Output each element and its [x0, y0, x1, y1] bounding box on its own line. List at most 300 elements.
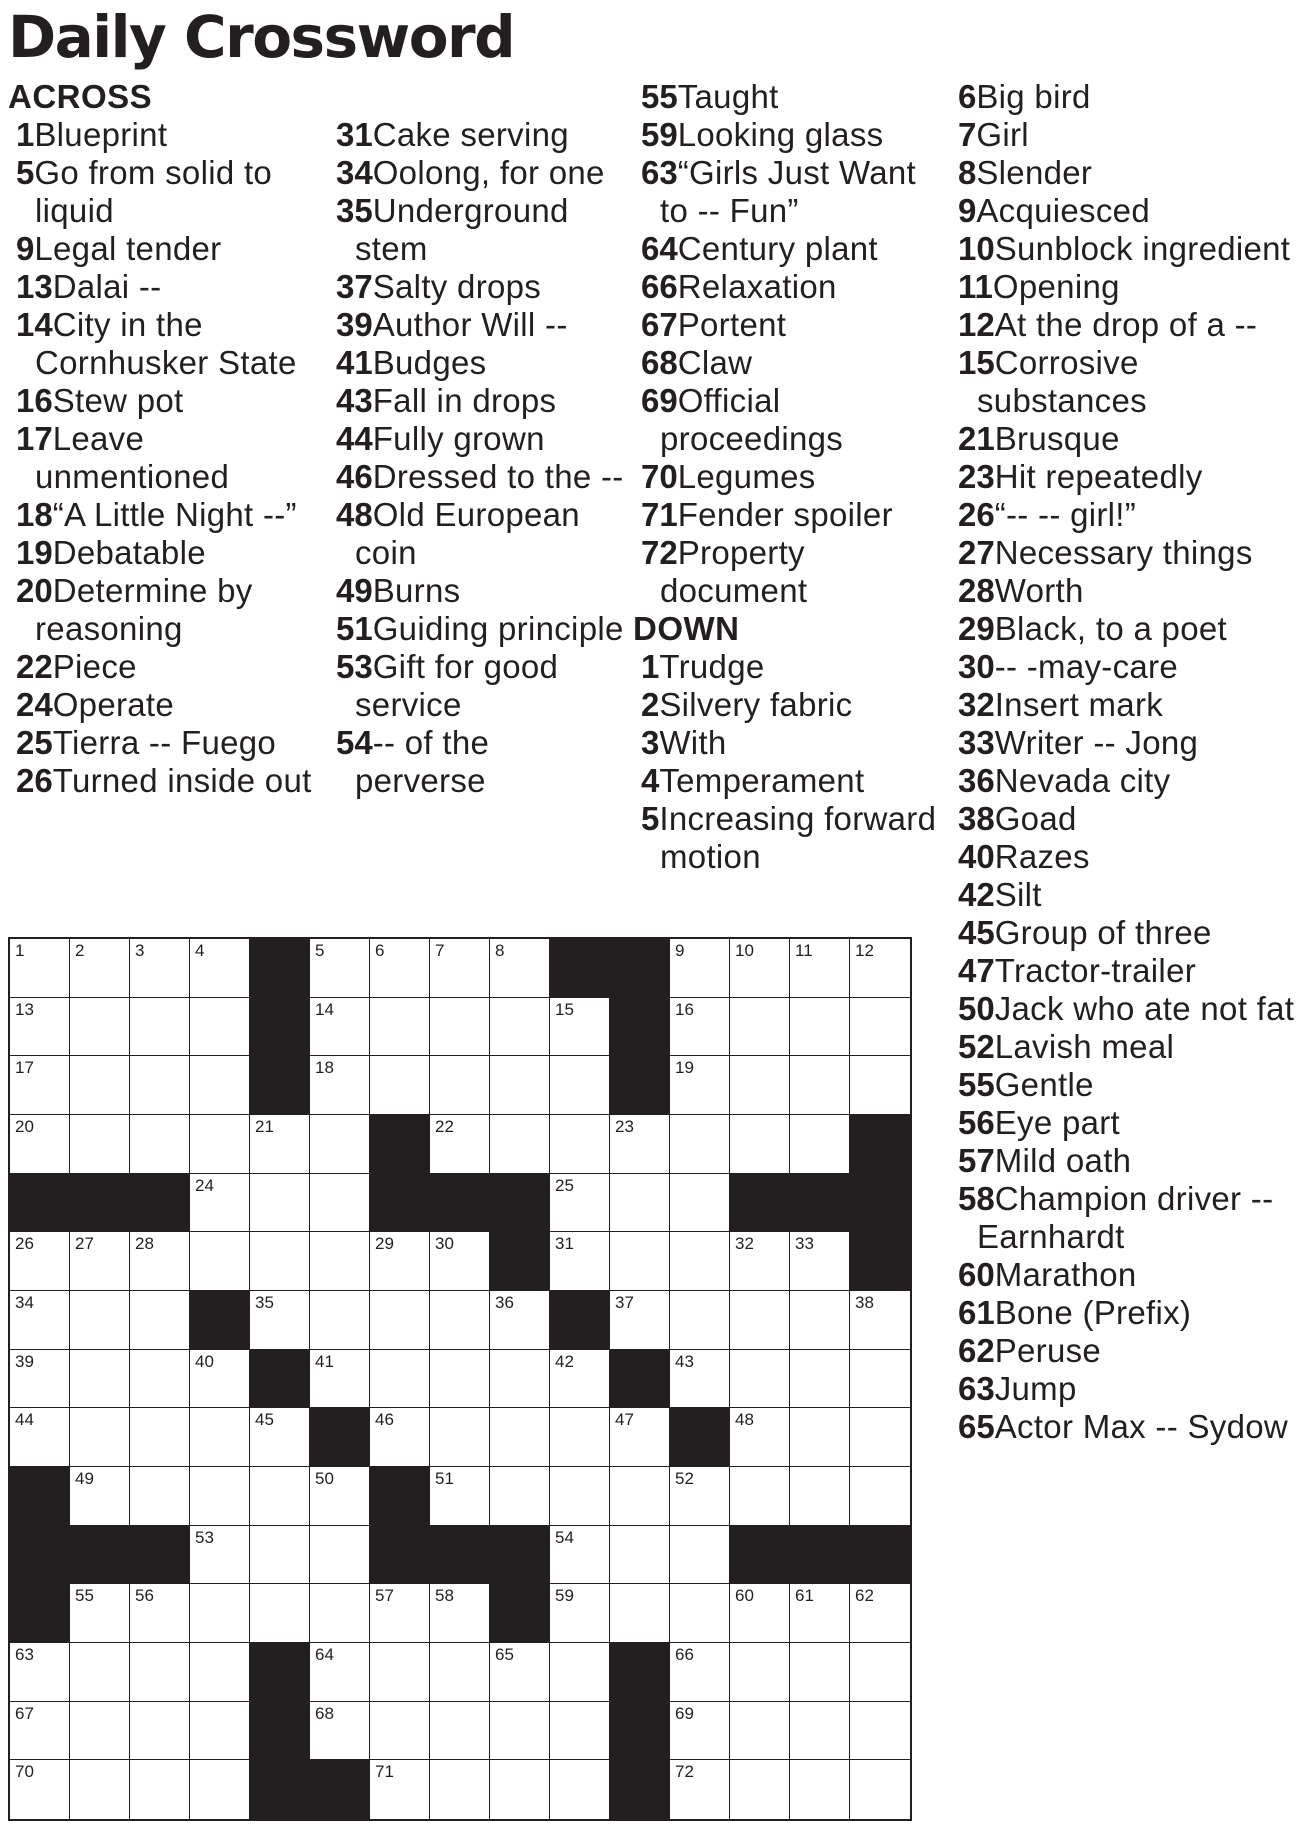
grid-cell[interactable] — [370, 1056, 430, 1115]
across-clue[interactable] — [8, 382, 323, 420]
down-clue[interactable] — [633, 724, 945, 762]
grid-cell[interactable] — [610, 1467, 670, 1526]
grid-cell[interactable] — [490, 1467, 550, 1526]
across-clue[interactable] — [8, 762, 323, 800]
down-clue[interactable] — [950, 990, 1315, 1028]
across-clue[interactable] — [8, 230, 323, 268]
across-clue[interactable] — [328, 192, 628, 268]
grid-cell[interactable] — [790, 1408, 850, 1467]
across-clue[interactable] — [8, 496, 323, 534]
cell-number: 16 — [675, 999, 694, 1019]
down-clue[interactable] — [950, 1142, 1315, 1180]
grid-cell[interactable] — [850, 1350, 910, 1409]
down-clue[interactable] — [633, 648, 945, 686]
grid-cell[interactable] — [70, 1467, 130, 1526]
grid-cell[interactable] — [550, 1115, 610, 1174]
down-clue[interactable] — [950, 1104, 1315, 1142]
cell-number: 20 — [15, 1117, 34, 1136]
grid-cell[interactable] — [130, 998, 190, 1057]
cell-number: 39 — [15, 1351, 34, 1371]
black-square — [550, 1291, 610, 1350]
down-clue[interactable] — [950, 1028, 1315, 1066]
grid-cell[interactable] — [70, 998, 130, 1057]
grid-cell[interactable] — [310, 1232, 370, 1291]
grid-cell[interactable] — [190, 1056, 250, 1115]
down-clue[interactable] — [950, 838, 1315, 876]
grid-cell[interactable] — [730, 1643, 790, 1702]
grid-cell[interactable] — [430, 1056, 490, 1115]
grid-cell[interactable] — [550, 1232, 610, 1291]
down-clue[interactable] — [950, 686, 1315, 724]
grid-cell[interactable] — [370, 1350, 430, 1409]
clue-text: Jump — [994, 1370, 1077, 1407]
grid-cell[interactable] — [550, 998, 610, 1057]
clue-number: 38 — [958, 800, 995, 837]
grid-cell[interactable] — [130, 1350, 190, 1409]
grid-cell[interactable] — [430, 1232, 490, 1291]
grid-cell[interactable] — [430, 939, 490, 998]
grid-cell[interactable] — [610, 1584, 670, 1643]
grid-cell[interactable] — [130, 1584, 190, 1643]
down-clue[interactable] — [950, 952, 1315, 990]
grid-cell[interactable] — [190, 1702, 250, 1761]
grid-cell[interactable] — [730, 939, 790, 998]
clue-number: 69 — [641, 382, 678, 419]
down-clue[interactable] — [950, 1180, 1315, 1256]
grid-cell[interactable] — [430, 1115, 490, 1174]
grid-cell[interactable] — [790, 1643, 850, 1702]
down-clue[interactable] — [950, 914, 1315, 952]
grid-cell[interactable] — [10, 1760, 70, 1819]
grid-cell[interactable] — [730, 1056, 790, 1115]
clue-number: 5 — [641, 800, 660, 837]
grid-cell[interactable] — [550, 1174, 610, 1233]
across-clue[interactable] — [633, 78, 945, 116]
clue-text: Stew pot — [52, 382, 184, 419]
grid-cell[interactable] — [190, 1115, 250, 1174]
grid-cell[interactable] — [850, 939, 910, 998]
across-clue[interactable] — [328, 572, 628, 610]
grid-cell[interactable] — [250, 1291, 310, 1350]
grid-cell[interactable] — [790, 1702, 850, 1761]
across-clue[interactable] — [633, 344, 945, 382]
grid-cell[interactable] — [130, 1643, 190, 1702]
grid-cell[interactable] — [550, 1350, 610, 1409]
grid-cell[interactable] — [610, 1408, 670, 1467]
clue-text: “A Little Night --” — [52, 496, 297, 533]
grid-cell[interactable] — [70, 1760, 130, 1819]
grid-cell[interactable] — [610, 1291, 670, 1350]
clue-text: Taught — [677, 78, 779, 115]
grid-cell[interactable] — [190, 939, 250, 998]
grid-cell[interactable] — [310, 998, 370, 1057]
grid-cell[interactable] — [850, 1056, 910, 1115]
cell-number: 70 — [15, 1762, 34, 1782]
grid-cell[interactable] — [430, 1408, 490, 1467]
across-clue[interactable] — [8, 648, 323, 686]
grid-cell[interactable] — [550, 1702, 610, 1761]
grid-cell[interactable] — [490, 998, 550, 1057]
clue-number: 24 — [16, 686, 53, 723]
cell-number: 7 — [435, 941, 445, 960]
down-clue[interactable] — [633, 762, 945, 800]
grid-cell[interactable] — [370, 1760, 430, 1819]
cell-number: 57 — [375, 1586, 394, 1606]
grid-cell[interactable] — [670, 1643, 730, 1702]
grid-cell[interactable] — [70, 939, 130, 998]
grid-cell[interactable] — [730, 1702, 790, 1761]
down-clue[interactable] — [950, 610, 1315, 648]
grid-cell[interactable] — [70, 1350, 130, 1409]
grid-cell[interactable] — [130, 1291, 190, 1350]
grid-cell[interactable] — [190, 1174, 250, 1233]
grid-cell[interactable] — [370, 1408, 430, 1467]
down-clue[interactable] — [950, 116, 1315, 154]
grid-cell[interactable] — [430, 1350, 490, 1409]
down-clue[interactable] — [950, 344, 1315, 420]
grid-cell[interactable] — [130, 1760, 190, 1819]
across-clue[interactable] — [8, 306, 323, 382]
grid-cell[interactable] — [430, 1467, 490, 1526]
grid-cell[interactable] — [610, 1232, 670, 1291]
grid-cell[interactable] — [130, 1056, 190, 1115]
grid-cell[interactable] — [670, 1291, 730, 1350]
down-clue[interactable] — [950, 192, 1315, 230]
across-clue[interactable] — [328, 648, 628, 724]
grid-cell[interactable] — [70, 1584, 130, 1643]
down-clue[interactable] — [950, 1066, 1315, 1104]
across-clue[interactable] — [328, 344, 628, 382]
cell-number: 4 — [195, 941, 205, 960]
grid-cell[interactable] — [670, 1174, 730, 1233]
grid-cell[interactable] — [70, 1643, 130, 1702]
grid-cell[interactable] — [850, 1291, 910, 1350]
grid-cell[interactable] — [730, 1467, 790, 1526]
clue-text: With — [659, 724, 727, 761]
across-clue[interactable] — [633, 382, 945, 458]
down-clue[interactable] — [950, 1408, 1315, 1446]
grid-cell[interactable] — [490, 1702, 550, 1761]
grid-cell[interactable] — [250, 1584, 310, 1643]
grid-cell[interactable] — [430, 1643, 490, 1702]
across-clue[interactable] — [328, 382, 628, 420]
grid-cell[interactable] — [370, 939, 430, 998]
across-clue[interactable] — [633, 116, 945, 154]
grid-cell[interactable] — [850, 1408, 910, 1467]
grid-cell[interactable] — [490, 1643, 550, 1702]
grid-cell[interactable] — [70, 1232, 130, 1291]
down-clue[interactable] — [950, 1332, 1315, 1370]
clue-text: At the drop of a -- — [994, 306, 1258, 343]
across-clue[interactable] — [633, 458, 945, 496]
grid-cell[interactable] — [730, 998, 790, 1057]
grid-cell[interactable] — [310, 1702, 370, 1761]
grid-cell[interactable] — [70, 1056, 130, 1115]
across-clue[interactable] — [633, 306, 945, 344]
cell-number: 18 — [315, 1058, 334, 1078]
grid-cell[interactable] — [790, 1291, 850, 1350]
cell-number: 31 — [555, 1234, 574, 1254]
clue-text: City in the Cornhusker State — [35, 306, 297, 381]
grid-cell[interactable] — [430, 1584, 490, 1643]
grid-cell[interactable] — [70, 1291, 130, 1350]
across-clue[interactable] — [633, 154, 945, 230]
grid-cell[interactable] — [190, 1408, 250, 1467]
grid-cell[interactable] — [850, 1584, 910, 1643]
down-clue[interactable] — [950, 230, 1315, 268]
grid-cell[interactable] — [550, 1408, 610, 1467]
grid-cell[interactable] — [250, 1467, 310, 1526]
clue-number: 32 — [958, 686, 995, 723]
grid-cell[interactable] — [670, 1584, 730, 1643]
grid-cell[interactable] — [310, 1526, 370, 1585]
grid-cell[interactable] — [790, 1350, 850, 1409]
cell-number: 48 — [735, 1410, 754, 1430]
grid-cell[interactable] — [850, 1702, 910, 1761]
grid-cell[interactable] — [310, 1643, 370, 1702]
down-clue[interactable] — [950, 458, 1315, 496]
down-clue[interactable] — [950, 1370, 1315, 1408]
grid-cell[interactable] — [310, 1174, 370, 1233]
black-square — [10, 1174, 70, 1233]
grid-cell[interactable] — [250, 1174, 310, 1233]
grid-cell[interactable] — [190, 1584, 250, 1643]
grid-cell[interactable] — [190, 1350, 250, 1409]
grid-cell[interactable] — [670, 1526, 730, 1585]
clue-number: 21 — [958, 420, 995, 457]
clue-text: Blueprint — [34, 116, 168, 153]
down-clue[interactable] — [950, 1294, 1315, 1332]
across-clue[interactable] — [8, 268, 323, 306]
grid-cell[interactable] — [790, 1760, 850, 1819]
grid-cell[interactable] — [370, 1291, 430, 1350]
grid-cell[interactable] — [490, 1056, 550, 1115]
grid-cell[interactable] — [490, 1408, 550, 1467]
grid-cell[interactable] — [490, 1115, 550, 1174]
down-clue[interactable] — [950, 306, 1315, 344]
grid-cell[interactable] — [10, 939, 70, 998]
clue-text: Big bird — [976, 78, 1091, 115]
grid-cell[interactable] — [310, 1056, 370, 1115]
across-clue[interactable] — [328, 458, 628, 496]
down-clue[interactable] — [633, 686, 945, 724]
down-clue[interactable] — [633, 800, 945, 876]
grid-cell[interactable] — [190, 1760, 250, 1819]
grid-cell[interactable] — [250, 1115, 310, 1174]
grid-cell[interactable] — [850, 1643, 910, 1702]
cell-number: 3 — [135, 941, 145, 960]
clue-number: 33 — [958, 724, 995, 761]
down-clue[interactable] — [950, 268, 1315, 306]
grid-cell[interactable] — [730, 1350, 790, 1409]
grid-cell[interactable] — [370, 1643, 430, 1702]
grid-cell[interactable] — [550, 1526, 610, 1585]
grid-cell[interactable] — [790, 1115, 850, 1174]
down-clue[interactable] — [950, 572, 1315, 610]
grid-cell[interactable] — [10, 1408, 70, 1467]
grid-cell[interactable] — [550, 1467, 610, 1526]
across-clue[interactable] — [328, 268, 628, 306]
down-clue[interactable] — [950, 724, 1315, 762]
clue-number: 1 — [16, 116, 35, 153]
grid-cell[interactable] — [370, 1584, 430, 1643]
grid-cell[interactable] — [790, 939, 850, 998]
grid-cell[interactable] — [310, 1115, 370, 1174]
grid-cell[interactable] — [790, 1467, 850, 1526]
grid-cell[interactable] — [610, 1115, 670, 1174]
grid-cell[interactable] — [130, 1232, 190, 1291]
grid-cell[interactable] — [310, 1350, 370, 1409]
grid-cell[interactable] — [10, 1115, 70, 1174]
grid-cell[interactable] — [430, 1702, 490, 1761]
down-clue[interactable] — [950, 876, 1315, 914]
down-clue[interactable] — [950, 648, 1315, 686]
grid-cell[interactable] — [670, 998, 730, 1057]
clue-number: 62 — [958, 1332, 995, 1369]
grid-cell[interactable] — [10, 1232, 70, 1291]
cell-number: 11 — [795, 941, 813, 960]
grid-cell[interactable] — [190, 1232, 250, 1291]
grid-cell[interactable] — [730, 1584, 790, 1643]
grid-cell[interactable] — [790, 1232, 850, 1291]
grid-cell[interactable] — [130, 939, 190, 998]
grid-cell[interactable] — [670, 1760, 730, 1819]
grid-cell[interactable] — [130, 1702, 190, 1761]
grid-cell[interactable] — [550, 1643, 610, 1702]
clue-text: Corrosive substances — [977, 344, 1147, 419]
clue-number: 71 — [641, 496, 678, 533]
grid-cell[interactable] — [10, 1350, 70, 1409]
grid-cell[interactable] — [430, 1760, 490, 1819]
across-clue[interactable] — [8, 572, 323, 648]
grid-cell[interactable] — [490, 1760, 550, 1819]
grid-cell[interactable] — [670, 1115, 730, 1174]
grid-cell[interactable] — [370, 1702, 430, 1761]
black-square — [850, 1174, 910, 1233]
down-clue[interactable] — [950, 78, 1315, 116]
grid-cell[interactable] — [70, 1115, 130, 1174]
grid-cell[interactable] — [550, 1584, 610, 1643]
grid-cell[interactable] — [730, 1760, 790, 1819]
grid-cell[interactable] — [670, 1350, 730, 1409]
grid-cell[interactable] — [370, 998, 430, 1057]
cell-number: 22 — [435, 1117, 454, 1136]
across-clue[interactable] — [633, 496, 945, 534]
grid-cell[interactable] — [850, 1467, 910, 1526]
grid-cell[interactable] — [250, 1526, 310, 1585]
across-clue[interactable] — [8, 686, 323, 724]
grid-cell[interactable] — [250, 1232, 310, 1291]
grid-cell[interactable] — [490, 939, 550, 998]
grid-cell[interactable] — [310, 1584, 370, 1643]
across-clue[interactable] — [8, 534, 323, 572]
grid-cell[interactable] — [190, 998, 250, 1057]
across-clue[interactable] — [633, 230, 945, 268]
grid-cell[interactable] — [10, 998, 70, 1057]
down-clue[interactable] — [950, 420, 1315, 458]
grid-cell[interactable] — [610, 1174, 670, 1233]
grid-cell[interactable] — [10, 1702, 70, 1761]
grid-cell[interactable] — [190, 1526, 250, 1585]
down-clue[interactable] — [950, 496, 1315, 534]
across-clue[interactable] — [633, 534, 945, 610]
grid-cell[interactable] — [670, 939, 730, 998]
cell-number: 50 — [315, 1469, 334, 1488]
grid-cell[interactable] — [10, 1056, 70, 1115]
grid-cell[interactable] — [490, 1350, 550, 1409]
grid-cell[interactable] — [790, 1584, 850, 1643]
grid-cell[interactable] — [850, 1760, 910, 1819]
grid-cell[interactable] — [790, 1056, 850, 1115]
grid-cell[interactable] — [130, 1408, 190, 1467]
across-clue[interactable] — [328, 724, 628, 800]
down-clue[interactable] — [950, 800, 1315, 838]
grid-cell[interactable] — [730, 1291, 790, 1350]
down-clue[interactable] — [950, 534, 1315, 572]
grid-cell[interactable] — [310, 1467, 370, 1526]
grid-cell[interactable] — [10, 1291, 70, 1350]
grid-cell[interactable] — [10, 1643, 70, 1702]
grid-cell[interactable] — [610, 1526, 670, 1585]
grid-cell[interactable] — [430, 998, 490, 1057]
grid-cell[interactable] — [670, 1467, 730, 1526]
grid-cell[interactable] — [370, 1232, 430, 1291]
grid-cell[interactable] — [670, 1056, 730, 1115]
down-clue[interactable] — [950, 1256, 1315, 1294]
clue-number: 63 — [958, 1370, 995, 1407]
grid-cell[interactable] — [310, 1291, 370, 1350]
across-clue[interactable] — [8, 724, 323, 762]
clue-text: Mild oath — [994, 1142, 1132, 1179]
across-clue[interactable] — [8, 154, 323, 230]
black-square — [610, 939, 670, 998]
grid-cell[interactable] — [550, 1056, 610, 1115]
grid-cell[interactable] — [730, 1115, 790, 1174]
grid-cell[interactable] — [310, 939, 370, 998]
grid-cell[interactable] — [70, 1408, 130, 1467]
grid-cell[interactable] — [790, 998, 850, 1057]
across-clue[interactable] — [328, 496, 628, 572]
clue-text: Century plant — [677, 230, 878, 267]
grid-cell[interactable] — [430, 1291, 490, 1350]
clue-number: 40 — [958, 838, 995, 875]
grid-cell[interactable] — [670, 1702, 730, 1761]
clue-text: -- of the perverse — [355, 724, 490, 799]
grid-cell[interactable] — [70, 1702, 130, 1761]
down-clue[interactable] — [950, 762, 1315, 800]
across-clue[interactable] — [328, 306, 628, 344]
grid-cell[interactable] — [190, 1643, 250, 1702]
grid-cell[interactable] — [130, 1115, 190, 1174]
across-clue[interactable] — [328, 610, 628, 648]
grid-cell[interactable] — [670, 1232, 730, 1291]
grid-cell[interactable] — [190, 1467, 250, 1526]
grid-cell[interactable] — [850, 998, 910, 1057]
grid-cell[interactable] — [730, 1408, 790, 1467]
across-clue[interactable] — [8, 420, 323, 496]
grid-cell[interactable] — [130, 1467, 190, 1526]
across-clue[interactable] — [633, 268, 945, 306]
across-clue[interactable] — [328, 116, 628, 154]
across-clue[interactable] — [8, 116, 323, 154]
grid-cell[interactable] — [490, 1291, 550, 1350]
across-clue[interactable] — [328, 154, 628, 192]
grid-cell[interactable] — [250, 1408, 310, 1467]
across-clue[interactable] — [328, 420, 628, 458]
grid-cell[interactable] — [730, 1232, 790, 1291]
down-clue[interactable] — [950, 154, 1315, 192]
grid-cell[interactable] — [550, 1760, 610, 1819]
